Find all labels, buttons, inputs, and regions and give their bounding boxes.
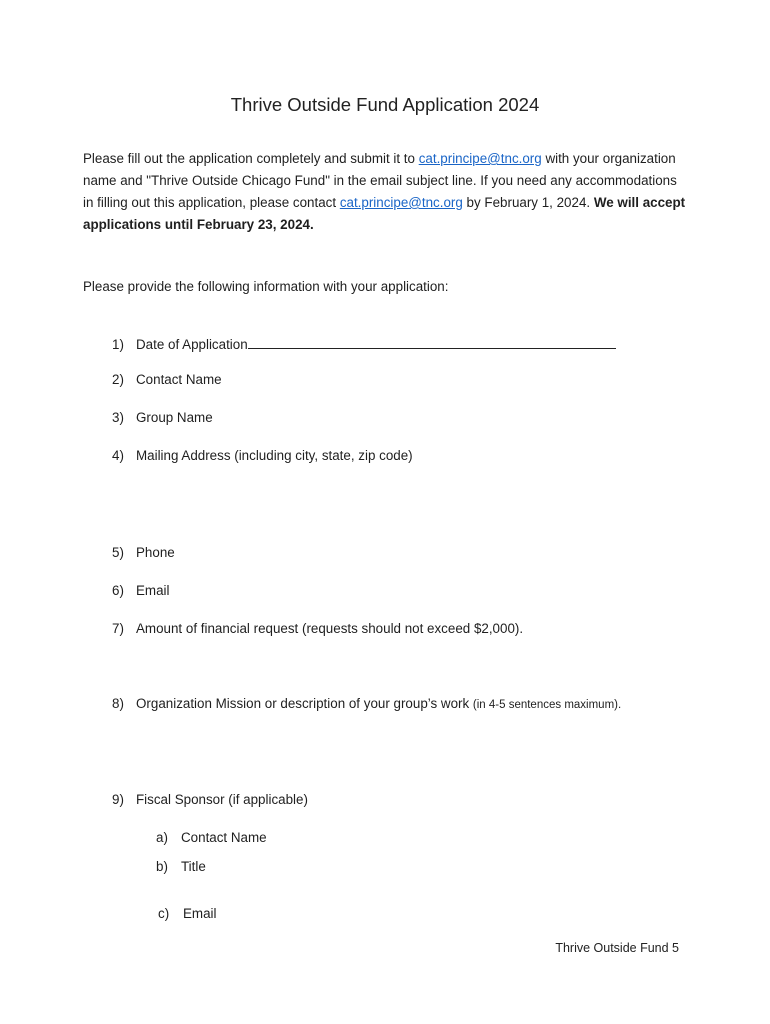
email-link-1[interactable]: cat.principe@tnc.org (418, 151, 542, 166)
intro-text-3: by February 1, 2024. (462, 195, 594, 210)
sub-item-letter: b) (156, 859, 168, 874)
sub-item-contact-name (156, 830, 267, 845)
item-number: 6) (112, 583, 124, 598)
item-label: Organization Mission or description of your group’s work (136, 696, 473, 711)
item-number: 9) (112, 792, 124, 807)
item-number: 8) (112, 696, 124, 711)
item-label: Mailing Address (including city, state, zip code) (136, 448, 413, 463)
email-link-2[interactable]: cat.principe@tnc.org (339, 195, 463, 210)
list-item-mailing-address (112, 448, 413, 463)
list-item-mission (112, 696, 621, 711)
item-label: Phone (136, 545, 175, 560)
item-number: 2) (112, 372, 124, 387)
item-label: Group Name (136, 410, 213, 425)
item-label: Date of Application (136, 337, 248, 352)
item-label: Email (136, 583, 170, 598)
list-item-phone (112, 545, 175, 560)
sub-item-label: Title (181, 859, 206, 874)
item-number: 4) (112, 448, 124, 463)
sub-item-label: Contact Name (181, 830, 267, 845)
intro-text-2: with your organization name and "Thrive Outside Chicago Fund" in the email subject line. If you need any accommodations in filling out this application, please contact (83, 151, 677, 210)
item-label: Contact Name (136, 372, 222, 387)
page-title: Thrive Outside Fund Application 2024 (230, 94, 540, 115)
item-number: 7) (112, 621, 124, 636)
sub-item-letter: c) (158, 906, 170, 921)
sub-item-email (158, 906, 216, 921)
item-number: 5) (112, 545, 124, 560)
deadline-text: We will accept applications until February 23, 2024. (83, 195, 686, 232)
item-note: (in 4-5 sentences maximum). (472, 699, 622, 711)
intro-text-1: Please fill out the application completely and submit it to (83, 151, 419, 166)
sub-item-title (156, 859, 206, 874)
list-item-contact-name (112, 372, 222, 387)
list-item-fiscal-sponsor (112, 792, 308, 807)
sub-item-label: Email (183, 906, 217, 921)
list-item-amount (112, 621, 523, 636)
page-footer: Thrive Outside Fund 5 (555, 941, 679, 955)
sub-item-letter: a) (156, 830, 168, 845)
instructions-lead: Please provide the following information with your application: (83, 279, 449, 294)
item-number: 3) (112, 410, 124, 425)
intro-paragraph (83, 148, 688, 236)
item-label: Fiscal Sponsor (if applicable) (136, 792, 308, 807)
item-label: Amount of financial request (requests should not exceed $2,000). (136, 621, 524, 636)
date-blank-line[interactable] (248, 334, 616, 349)
list-item-date (112, 334, 616, 352)
item-number: 1) (112, 337, 124, 352)
list-item-email (112, 583, 169, 598)
list-item-group-name (112, 410, 213, 425)
